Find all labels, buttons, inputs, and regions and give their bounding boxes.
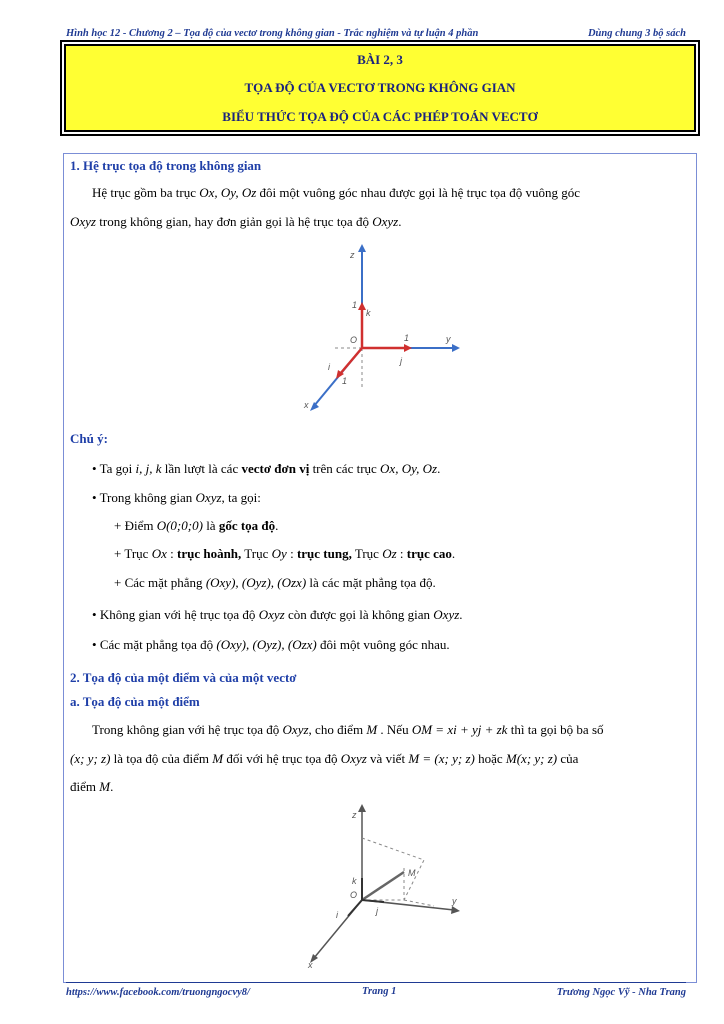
sub2-a: + Trục	[114, 546, 149, 561]
b1-text-b: lần lượt là các	[164, 461, 239, 476]
note-heading: Chú ý:	[70, 431, 108, 446]
s1-line2: Oxyz trong không gian, hay đơn giản gọi là hệ trục tọa độ Oxyz.	[70, 214, 402, 229]
s2-M3: M	[99, 779, 111, 794]
fig1-i-label: i	[328, 362, 330, 372]
s1-text-a: Hệ trục gồm ba trục	[92, 185, 196, 200]
b2-text-b: , ta gọi:	[221, 490, 261, 505]
j-arrow-icon	[404, 344, 412, 352]
b3-a: Không gian với hệ trục tọa độ	[99, 607, 256, 622]
s1-line1	[92, 185, 580, 201]
fig2-z-arrow-icon	[358, 804, 366, 812]
s2-l2d: và viết	[370, 751, 406, 766]
sub3-planes: (Oxy), (Oyz), (Ozx)	[205, 575, 307, 590]
sub2-oy: Oy	[271, 546, 287, 561]
fig2-k-label: k	[352, 876, 357, 886]
b1-bold: vectơ đơn vị	[241, 461, 310, 476]
b1-text-c: trên các trục	[312, 461, 377, 476]
note-sub-2: + Trục Ox : trục hoành, Trục Oy : trục tung, Trục Oz : trục cao.	[114, 546, 456, 561]
footer-link[interactable]: https://www.facebook.com/truongngocvy8/	[66, 987, 250, 998]
sub2-e: Trục	[354, 546, 379, 561]
page-footer	[66, 982, 686, 1005]
fig2-i-label: i	[336, 910, 338, 920]
sub2-ox: Ox	[151, 546, 167, 561]
s2-l2a: (x; y; z)	[70, 751, 111, 766]
b1-text-a: Ta gọi	[99, 461, 133, 476]
sub1-text-b: là	[206, 518, 216, 533]
s2-formula: OM = xi + yj + zk	[411, 722, 508, 737]
section-2-heading: 2. Tọa độ của một điểm và của một vectơ	[70, 670, 297, 685]
section-2a-heading: a. Tọa độ của một điểm	[70, 694, 200, 709]
fig1-j-label: j	[400, 356, 402, 366]
sub2-oz: Oz	[382, 546, 397, 561]
note-bullet-4: • Các mặt phẳng tọa độ (Oxy), (Oyz), (Ozx) đôi một vuông góc nhau.	[92, 637, 450, 652]
note-bullet-2: • Trong không gian Oxyz, ta gọi:	[92, 490, 261, 505]
fig1-z-label: z	[350, 250, 355, 260]
s1-text-b: đôi một vuông góc nhau được gọi là hệ trục tọa độ vuông góc	[259, 185, 580, 200]
fig2-origin-label: O	[350, 890, 358, 900]
s2-l1b: , cho điểm	[308, 722, 364, 737]
b2-oxyz: Oxyz	[195, 490, 222, 505]
note-bullet-3: • Không gian với hệ trục tọa độ Oxyz còn được gọi là không gian Oxyz.	[92, 607, 463, 622]
z-arrow-icon	[358, 244, 366, 252]
y-arrow-icon	[452, 344, 460, 352]
fig1-y-label: y	[446, 334, 451, 344]
sub3-a: + Các mặt phẳng	[114, 575, 203, 590]
section-1-heading: 1. Hệ trục tọa độ trong không gian	[70, 158, 262, 173]
sub2-c: Trục	[244, 546, 269, 561]
fig2-j-label: j	[376, 906, 378, 916]
b4-b: đôi một vuông góc nhau.	[320, 637, 450, 652]
header-title: Hình học 12 - Chương 2 – Tọa độ của vectơ trong không gian - Trắc nghiệm và tự luận 4 phần	[66, 28, 479, 39]
header-right: Dùng chung 3 bộ sách	[587, 28, 686, 39]
s2-line3: điểm M.	[70, 779, 114, 794]
s2-oxyz: Oxyz	[282, 722, 309, 737]
s2-l1d: thì ta gọi bộ ba số	[510, 722, 604, 737]
sub1-text-a: + Điểm	[114, 518, 154, 533]
s2-oxyz2: Oxyz	[340, 751, 367, 766]
s2-line1	[92, 722, 604, 738]
s1-oxyz-2: Oxyz	[372, 214, 399, 229]
note-sub-1: + Điểm O(0;0;0) là gốc tọa độ.	[114, 518, 279, 533]
vector-i	[340, 348, 362, 374]
axes-figure-2	[296, 798, 466, 974]
fig2-z-label: z	[352, 810, 357, 820]
s2-l2f: hoặc	[478, 751, 503, 766]
sub1-origin: O(0;0;0)	[156, 518, 203, 533]
lesson-title: TỌA ĐỘ CỦA VECTƠ TRONG KHÔNG GIAN	[244, 80, 516, 95]
fig2-om-vector	[362, 872, 404, 900]
fig1-one-y: 1	[404, 333, 410, 343]
fig1-k-label: k	[366, 308, 371, 318]
s2-l2h: của	[560, 751, 579, 766]
fig2-y-label: y	[452, 896, 457, 906]
lesson-number: BÀI 2, 3	[357, 52, 403, 67]
lesson-subtitle: BIỂU THỨC TỌA ĐỘ CỦA CÁC PHÉP TOÁN VECTƠ	[222, 109, 538, 124]
fig1-one-x: 1	[342, 376, 348, 386]
b1-axes: Ox, Oy, Oz	[380, 461, 438, 476]
s2-line2	[70, 751, 578, 767]
fig2-vector-i	[348, 900, 362, 916]
fig1-x-label: x	[304, 400, 309, 410]
axes-figure-1	[296, 238, 466, 418]
lesson-title-box	[64, 44, 696, 132]
b4-a: Các mặt phẳng tọa độ	[99, 637, 214, 652]
footer-page-number: Trang 1	[362, 986, 397, 997]
footer-author: Trương Ngọc Vỹ - Nha Trang	[556, 987, 686, 998]
sub2-f: trục cao	[406, 546, 452, 561]
page-header	[66, 27, 686, 44]
s2-l1c: . Nếu	[380, 722, 409, 737]
sub1-bold: gốc tọa độ	[218, 518, 276, 533]
s1-oxyz: Oxyz	[70, 214, 96, 229]
b2-text: Trong không gian	[99, 490, 193, 505]
s2-l1a: Trong không gian với hệ trục tọa độ	[92, 722, 280, 737]
b3-oxyz: Oxyz	[258, 607, 285, 622]
s2-M2: M	[212, 751, 224, 766]
s2-l2g: M(x; y; z)	[505, 751, 558, 766]
sub3-b: là các mặt phẳng tọa độ.	[309, 575, 436, 590]
note-sub-3	[114, 575, 436, 591]
k-arrow-icon	[358, 302, 366, 310]
s2-M: M	[366, 722, 378, 737]
fig2-M-label: M	[408, 868, 416, 878]
s2-l2e: M = (x; y; z)	[408, 751, 475, 766]
fig2-x-label: x	[308, 960, 313, 970]
b3-b: còn được gọi là không gian	[287, 607, 431, 622]
sub2-b: trục hoành,	[176, 546, 242, 561]
b3-oxyz-2: Oxyz	[433, 607, 460, 622]
s2-l3: điểm	[70, 779, 96, 794]
note-bullet-1: • Ta gọi i, j, k lần lượt là các vectơ đơn vị trên các trục Ox, Oy, Oz.	[92, 461, 441, 476]
x-arrow-icon	[310, 402, 319, 411]
fig1-one-z: 1	[352, 300, 358, 310]
s1-axes: Ox, Oy, Oz	[199, 185, 257, 200]
fig1-origin-label: O	[350, 335, 358, 345]
s2-l2b: là tọa độ của điểm	[113, 751, 209, 766]
sub2-d: trục tung,	[296, 546, 352, 561]
s2-l2c: đối với hệ trục tọa độ	[226, 751, 338, 766]
b1-vectors: i, j, k	[135, 461, 162, 476]
fig2-y-arrow-icon	[451, 906, 460, 914]
s1-text-c: trong không gian, hay đơn giản gọi là hệ trục tọa độ	[99, 214, 369, 229]
b4-planes: (Oxy), (Oyz), (Ozx)	[216, 637, 317, 652]
